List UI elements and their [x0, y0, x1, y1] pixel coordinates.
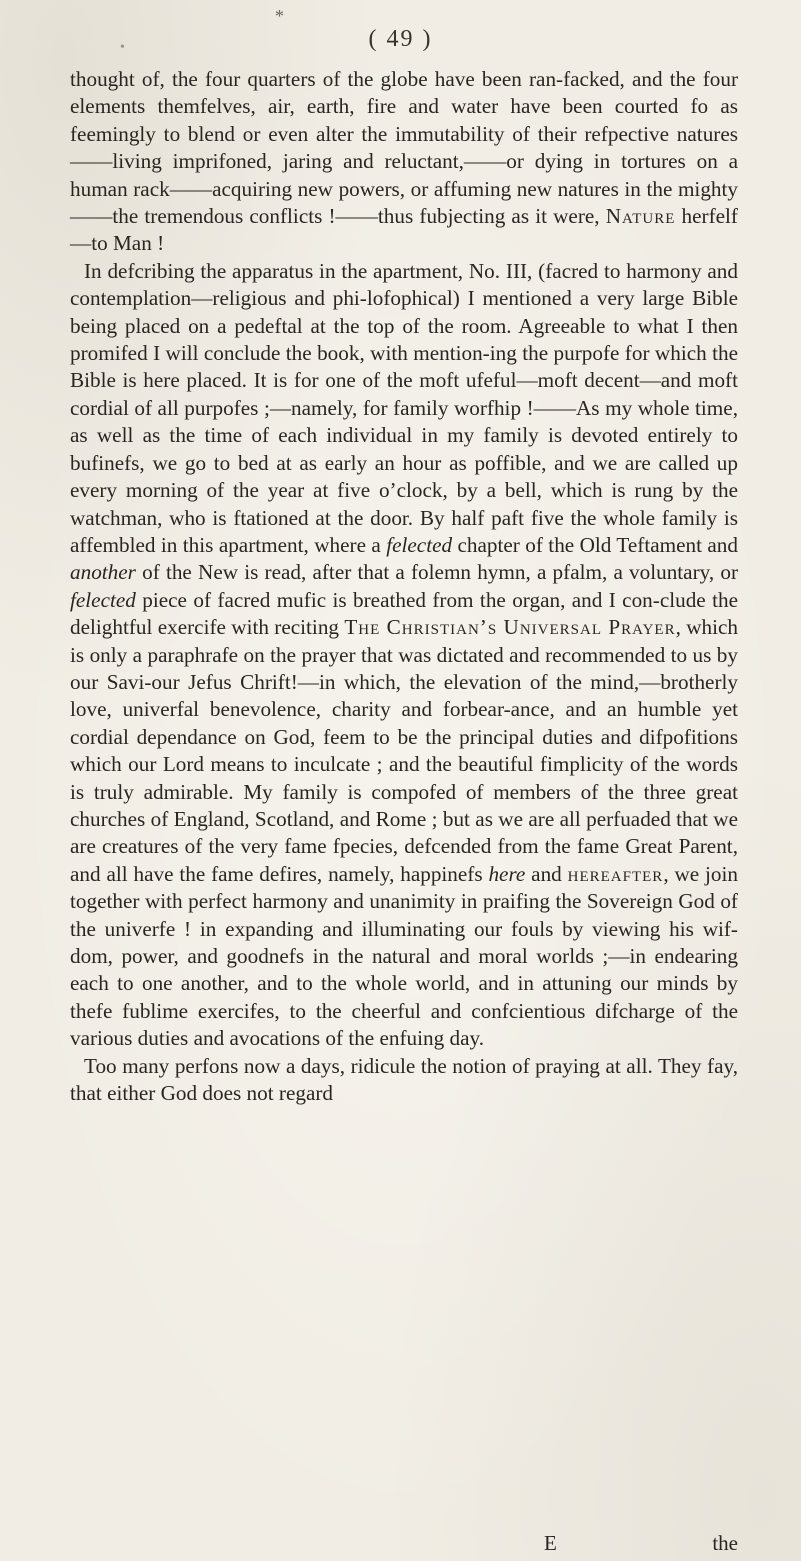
- paragraph: [70, 258, 738, 1053]
- text-run: chapter of the Old Teftament and: [452, 532, 738, 557]
- text-run: piece of facred mufic is breathed from the organ, and I con-clude the delightful exercife with reciting: [70, 587, 738, 640]
- italic-run: here: [488, 861, 526, 886]
- italic-run: felected: [386, 532, 453, 557]
- small-caps-run: hereafter: [567, 861, 664, 886]
- small-caps-run: Nature: [605, 204, 676, 229]
- stray-ink-mark: *: [275, 6, 284, 26]
- italic-run: another: [70, 560, 136, 585]
- small-caps-run: The Christian’s Universal Prayer: [344, 615, 676, 640]
- page-footer: [70, 1531, 738, 1557]
- catchword: the: [712, 1531, 738, 1555]
- body-text: [70, 66, 738, 1107]
- text-run: , which is only a paraphrafe on the prayer that was dictated and recommended to us by our Savi-our Jefus Chrift!—in which, the elevation of the mind,—brotherly love, univerfal benevolence, charity and forbear-ance, and an humble yet cordial dependance on God, feem to be the principal duties and difpofitions which our Lord means to inculcate ; and the beautiful fimplicity of the words is truly admirable. My family is compofed of members of the three great churches of England, Scotland, and Rome ; but as we are all perfuaded that we are creatures of the very fame fpecies, defcended from the fame Great Parent, and all have the fame defires, namely, happinefs: [70, 615, 738, 886]
- text-run: of the New is read, after that a folemn hymn, a pfalm, a voluntary, or: [135, 560, 738, 585]
- printer-signature-mark: E: [544, 1531, 557, 1555]
- stray-ink-dot: •: [120, 40, 125, 55]
- text-run: , we join together with perfect harmony and unanimity in praifing the Sovereign God of the univerfe ! in expanding and illuminating our fouls by viewing his wif-dom, power, and goodnefs in the natural and moral worlds ;—in endearing each to one another, and to the whole world, and in attuning our minds by thefe fublime exercifes, to the cheerful and confcientious difcharge of the various duties and avocations of the enfuing day.: [70, 861, 738, 1051]
- text-run: and: [525, 861, 568, 886]
- italic-run: felected: [70, 587, 136, 612]
- text-run: thought of, the four quarters of the globe have been ran-facked, and the four elements themfelves, air, earth, fire and water have been courted fo as feemingly to blend or even alter the immutability of their refpective natures——living imprifoned, jaring and reluctant,——or dying in tortures on a human rack——acquiring new powers, or affuming new natures in the mighty——the tremendous conflicts !——thus fubjecting as it were,: [70, 67, 738, 229]
- text-run: In defcribing the apparatus in the apartment, No. III, (facred to harmony and contemplation—religious and phi-lofophical) I mentioned a very large Bible being placed on a pedeftal at the top of the room. Agreeable to what I then promifed I will conclude the book, with mention-ing the purpofe for which the Bible is here placed. It is for one of the moft ufeful—moft decent—and moft cordial of all purpofes ;—namely, for family worfhip !——As my whole time, as well as the time of each individual in my family is devoted entirely to bufinefs, we go to bed at as early an hour as poffible, and we are called up every morning of the year at five o’clock, by a bell, which is rung by the watchman, who is ftationed at the door. By half paft five the whole family is affembled in this apartment, where a: [70, 258, 738, 557]
- text-run: Too many perfons now a days, ridicule the notion of praying at all. They fay, that either God does not regard: [70, 1053, 738, 1106]
- page-number: ( 49 ): [368, 26, 433, 52]
- text-run: herfelf—to Man !: [70, 204, 738, 256]
- paragraph: [70, 66, 738, 258]
- paragraph: [70, 1053, 738, 1108]
